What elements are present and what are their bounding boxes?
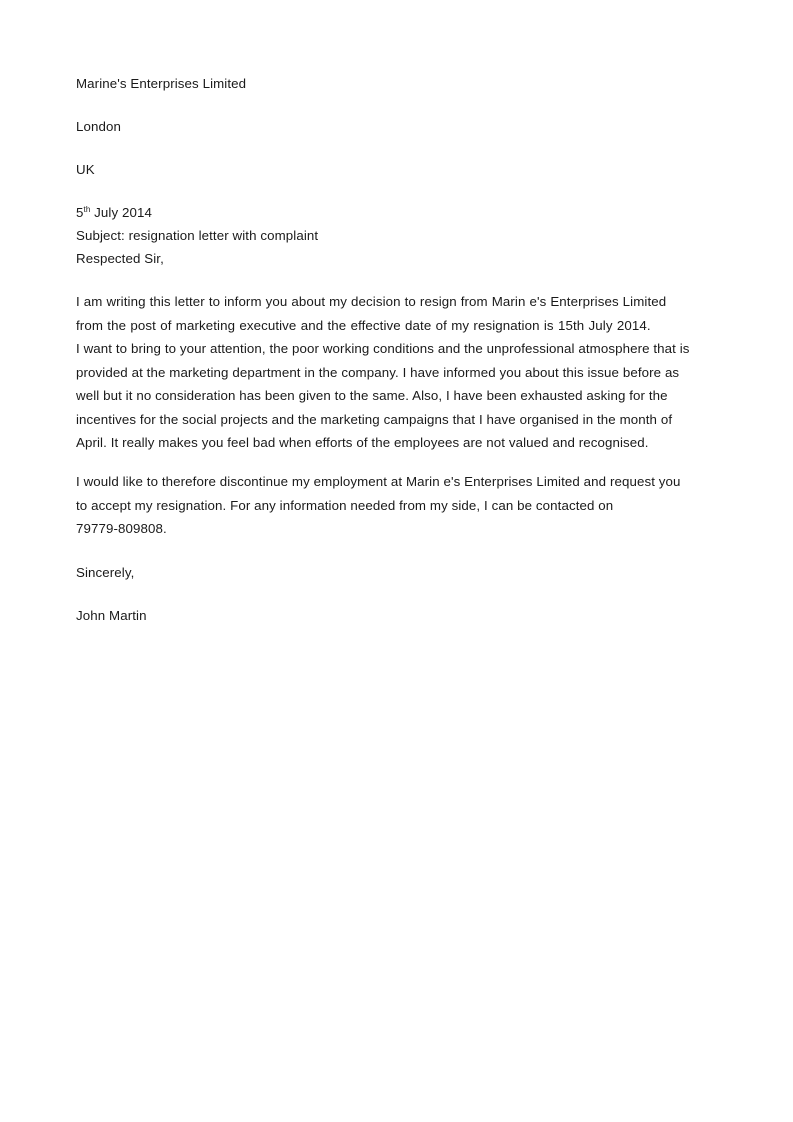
- signature-name: John Martin: [76, 608, 147, 623]
- salutation: Respected Sir,: [76, 251, 164, 266]
- paragraph-line: well but it no consideration has been given to the same. Also, I have been exhausted asking for the: [76, 388, 668, 403]
- date-rest: July 2014: [90, 205, 152, 220]
- paragraph-line: 79779-809808.: [76, 521, 167, 536]
- paragraph-line: to accept my resignation. For any information needed from my side, I can be contacted on: [76, 497, 614, 513]
- subject-line: Subject: resignation letter with complaint: [76, 228, 319, 243]
- paragraph-line: I want to bring to your attention, the poor working conditions and the unprofessional atmosphere that is: [76, 341, 690, 356]
- paragraph-line: I would like to therefore discontinue my employment at Marin e's Enterprises Limited and request you: [76, 474, 681, 489]
- sender-country: UK: [76, 162, 95, 177]
- paragraph-line: provided at the marketing department in the company. I have informed you about this issue before as: [76, 364, 680, 380]
- date-suffix: th: [83, 205, 91, 214]
- sender-company: Marine's Enterprises Limited: [76, 76, 247, 91]
- body-paragraph-2: [76, 470, 681, 541]
- closing: Sincerely,: [76, 565, 135, 580]
- paragraph-line: from the post of marketing executive and the effective date of my resignation is 15th July 2014.: [76, 317, 651, 333]
- sender-city: London: [76, 119, 121, 134]
- paragraph-line: April. It really makes you feel bad when efforts of the employees are not valued and recognised.: [76, 435, 649, 450]
- letter-date: [76, 205, 152, 221]
- paragraph-line: incentives for the social projects and the marketing campaigns that I have organised in the month of: [76, 411, 673, 427]
- body-paragraph-1: [76, 290, 690, 455]
- paragraph-line: I am writing this letter to inform you about my decision to resign from Marin e's Enterprises Limited: [76, 294, 667, 309]
- date-day: 5: [76, 205, 84, 220]
